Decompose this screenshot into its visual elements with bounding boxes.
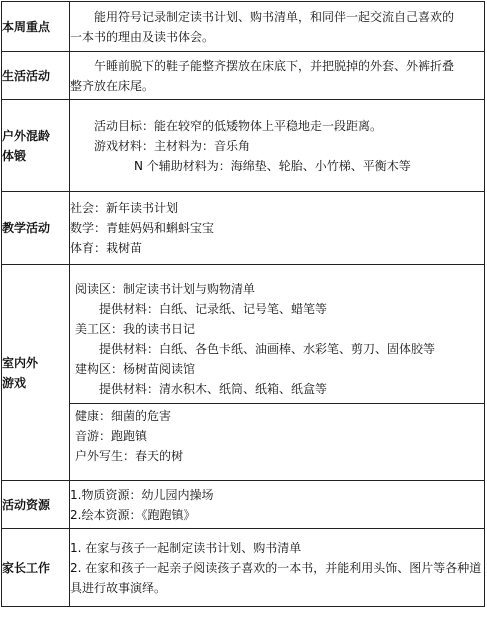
- label-games: [2, 265, 70, 481]
- weekly-plan-table: [1, 1, 485, 607]
- resources-item: 1.物质资源：幼儿园内操场: [70, 487, 214, 502]
- games-outdoor-line: 户外写生：春天的树: [75, 449, 184, 463]
- label-life: 生活活动: [2, 52, 70, 100]
- content-resources: [70, 481, 485, 529]
- games-indoor-line: 建构区：杨树苗阅读馆: [75, 362, 196, 376]
- row-parents: [2, 529, 485, 607]
- label-games-line1: 室内外: [2, 355, 39, 370]
- row-resources: [2, 481, 485, 529]
- outdoor-pe-materials-main: 游戏材料：主材料为：音乐角: [94, 138, 251, 153]
- games-indoor-line: 提供材料：清水积木、纸筒、纸箱、纸盒等: [99, 382, 328, 396]
- life-line: 午睡前脱下的鞋子能整齐摆放在床底下，并把脱掉的外套、外裤折叠: [94, 58, 455, 73]
- outdoor-pe-materials-aux: N 个辅助材料为：海绵垫、轮胎、小竹梯、平衡木等: [134, 158, 411, 173]
- content-teaching: [70, 192, 485, 265]
- content-focus: [70, 2, 485, 52]
- label-teaching: 教学活动: [2, 192, 70, 265]
- content-games: [70, 265, 485, 481]
- parents-item: 1. 在家与孩子一起制定读书计划、购书清单: [70, 540, 302, 555]
- games-indoor-line: 阅读区：制定读书计划与购物清单: [75, 282, 256, 296]
- row-life: [2, 52, 485, 100]
- content-outdoor-pe: [70, 100, 485, 192]
- games-outdoor-line: 音游：跑跑镇: [75, 429, 148, 443]
- games-outdoor-section: [70, 403, 484, 468]
- row-outdoor-pe: [2, 100, 485, 192]
- teaching-item: 体育：栽树苗: [70, 241, 143, 255]
- teaching-item: 数学：青蛙妈妈和蝌蚪宝宝: [70, 221, 215, 235]
- games-indoor-line: 美工区：我的读书日记: [75, 322, 196, 336]
- content-life: [70, 52, 485, 100]
- parents-item: 2. 在家和孩子一起亲子阅读孩子喜欢的一本书，并能利用头饰、图片等各种道具进行故事演绎。: [70, 560, 482, 595]
- content-parents: [70, 529, 485, 607]
- games-outdoor-line: 健康：细菌的危害: [75, 409, 172, 423]
- label-outdoor-pe-line1: 户外混龄: [2, 128, 51, 143]
- focus-line: 能用符号记录制定读书计划、购书清单，和同伴一起交流自己喜欢的: [94, 9, 455, 24]
- label-resources: 活动资源: [2, 481, 70, 529]
- games-indoor-section: [70, 277, 484, 403]
- teaching-item: 社会：新年读书计划: [70, 201, 179, 215]
- label-focus: 本周重点: [2, 2, 70, 52]
- label-games-line2: 游戏: [2, 375, 27, 390]
- label-outdoor-pe-line2: 体锻: [2, 148, 27, 163]
- games-indoor-line: 提供材料：白纸、各色卡纸、油画棒、水彩笔、剪刀、固体胶等: [99, 342, 436, 356]
- label-parents: 家长工作: [2, 529, 70, 607]
- label-outdoor-pe: [2, 100, 70, 192]
- focus-line: 一本书的理由及读书体会。: [70, 29, 215, 44]
- row-teaching: [2, 192, 485, 265]
- outdoor-pe-goal: 活动目标：能在较窄的低矮物体上平稳地走一段距离。: [94, 118, 383, 133]
- life-line: 整齐放在床尾。: [70, 78, 155, 93]
- row-focus: [2, 2, 485, 52]
- games-indoor-line: 提供材料：白纸、记录纸、记号笔、蜡笔等: [99, 302, 328, 316]
- row-games: [2, 265, 485, 481]
- resources-item: 2.绘本资源：《跑跑镇》: [70, 507, 196, 522]
